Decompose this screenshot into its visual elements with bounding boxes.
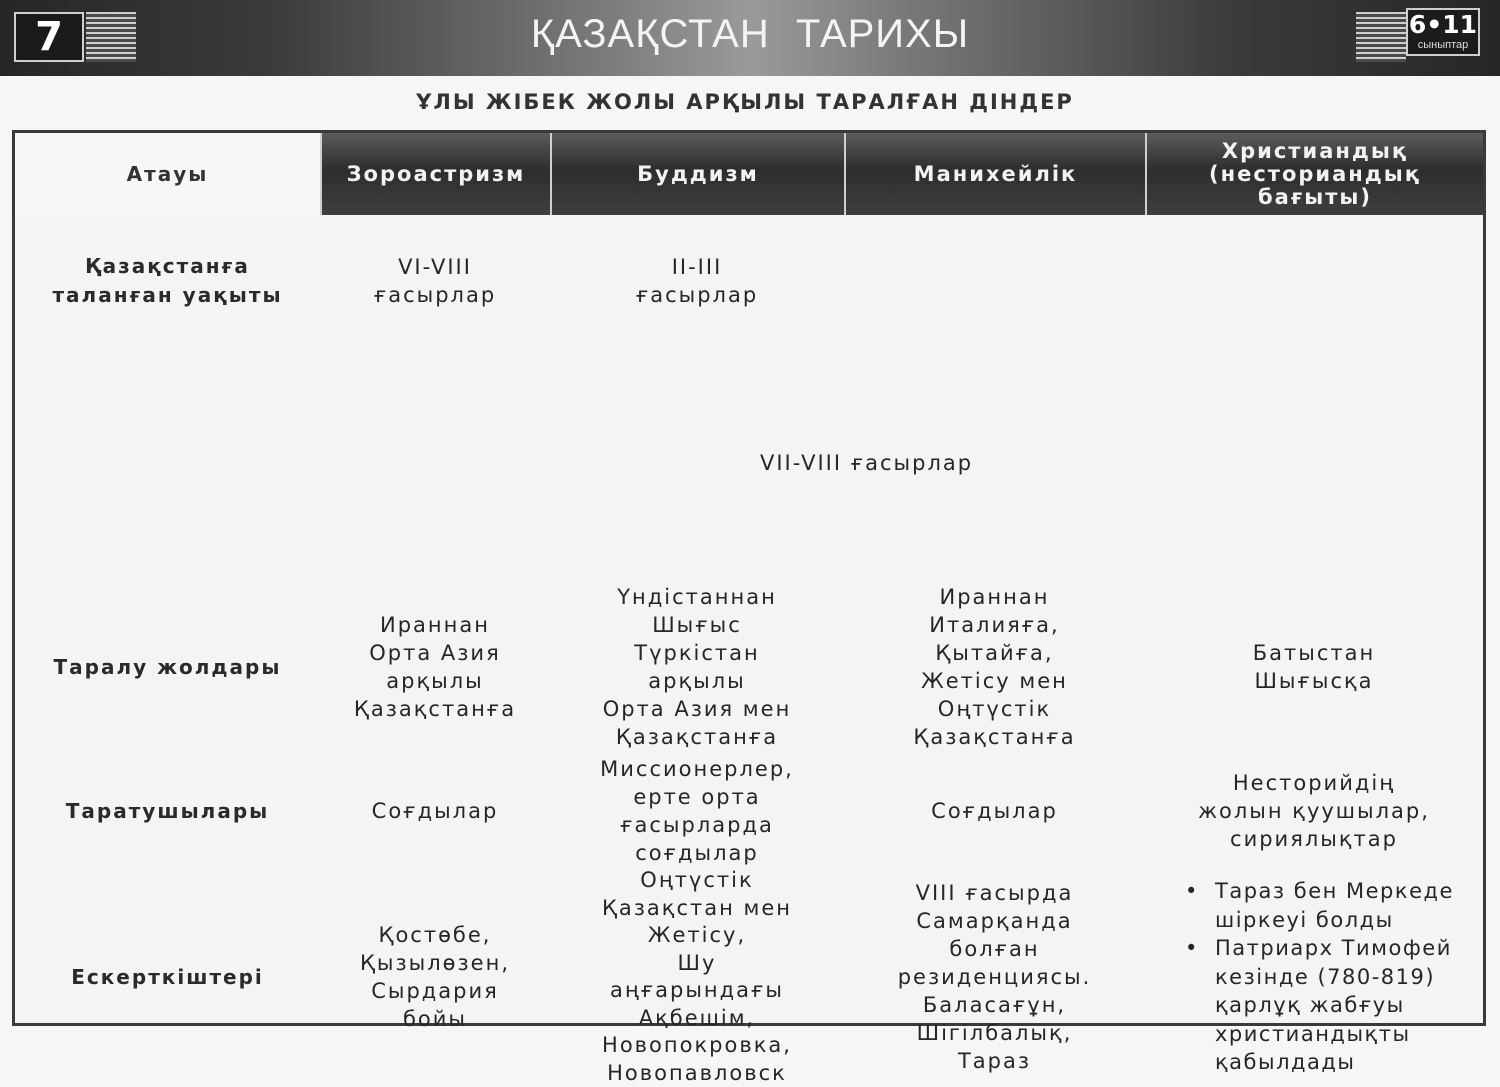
row-label-text: Таралу жолдары [53,654,282,679]
table-cell [320,579,550,755]
cell-text: Соғдылар [931,799,1058,823]
row-label-monuments [15,867,320,1087]
table-cell [844,755,1145,867]
table-title: ҰЛЫ ЖІБЕК ЖОЛЫ АРҚЫЛЫ ТАРАЛҒАН ДІНДЕР [416,90,1074,114]
table-cell [550,867,844,1087]
header-christianity [1145,133,1483,215]
table-cell [844,867,1145,1087]
top-banner [0,0,1500,76]
religions-table [12,130,1486,1085]
header-name [15,133,320,215]
cell-text: Несторийдің жолын қуушылар, сириялықтар [1198,771,1430,851]
header-text: Буддизм [637,161,759,186]
table-cell-merged [550,347,1483,579]
table-cell [320,867,550,1087]
header-buddhism [550,133,844,215]
table-cell [844,579,1145,755]
row-label-spreaders [15,755,320,867]
book-title: ҚАЗАҚСТАН ТАРИХЫ [530,12,970,56]
row-label-text: Таратушылары [65,798,270,823]
cell-text: Оңтүстік Қазақстан мен Жетісу, Шу аңғарындағы Ақбешім, Новопокровка, Новопавловск [601,868,793,1085]
cell-text: VI-VIII ғасырлар [373,255,497,307]
row-label-time [15,215,320,347]
grade-badge [1406,8,1480,56]
table-cell [550,755,844,867]
table-cell [320,215,550,347]
cell-text: VII-VIII ғасырлар [760,451,974,475]
table-cell [1145,755,1483,867]
cell-text: Батыстан Шығысқа [1252,641,1376,693]
table-cell [550,579,844,755]
cell-text: Соғдылар [371,799,499,823]
list-item: • Тараз бен Меркеде шіркеуі болды [1185,877,1454,934]
table-cell [550,215,844,347]
cell-text: Ираннан Орта Азия арқылы Қазақстанға [353,613,517,721]
header-zoroastrianism [320,133,550,215]
cell-text: Үндістаннан Шығыс Түркістан арқылы Орта Азия мен Қазақстанға [602,585,792,749]
header-text: Христиандық (несториандық бағыты) [1208,138,1422,209]
cell-text: Миссионерлер, ерте орта ғасырларда соғдылар [600,757,794,865]
decorative-stripes-right [1356,12,1406,62]
header-text: Зороастризм [346,161,526,186]
row-label-text: Ескерткіштері [71,964,264,989]
grade-caption: сыныптар [1417,39,1469,51]
cell-text: Ираннан Италияға, Қытайға, Жетісу мен Оңтүстік Қазақстанға [913,585,1076,749]
row-label-text: Қазақстанға таланған уақыты [52,254,283,307]
table-cell [1145,579,1483,755]
list-item: • Патриарх Тимофей кезінде (780-819) қарлұқ жабғуы христиандықты қабылдады [1185,934,1454,1077]
cell-text: Қостөбе, Қызылөзен, Сырдария бойы [360,923,510,1031]
header-text: Манихейлік [913,161,1078,186]
row-label-routes [15,579,320,755]
table-cell [320,755,550,867]
cell-text: II-III ғасырлар [635,255,759,307]
notes-list [1185,877,1454,1077]
header-manichaeism [844,133,1145,215]
page-number: 7 [14,12,84,62]
table-cell-notes [1145,867,1483,1087]
cell-text: VIII ғасырда Самарқанда болған резиденциясы. Баласағұн, Шігілбалық, Тараз [897,881,1092,1073]
header-text: Атауы [126,161,209,186]
grade-range: 6•11 [1408,10,1478,39]
